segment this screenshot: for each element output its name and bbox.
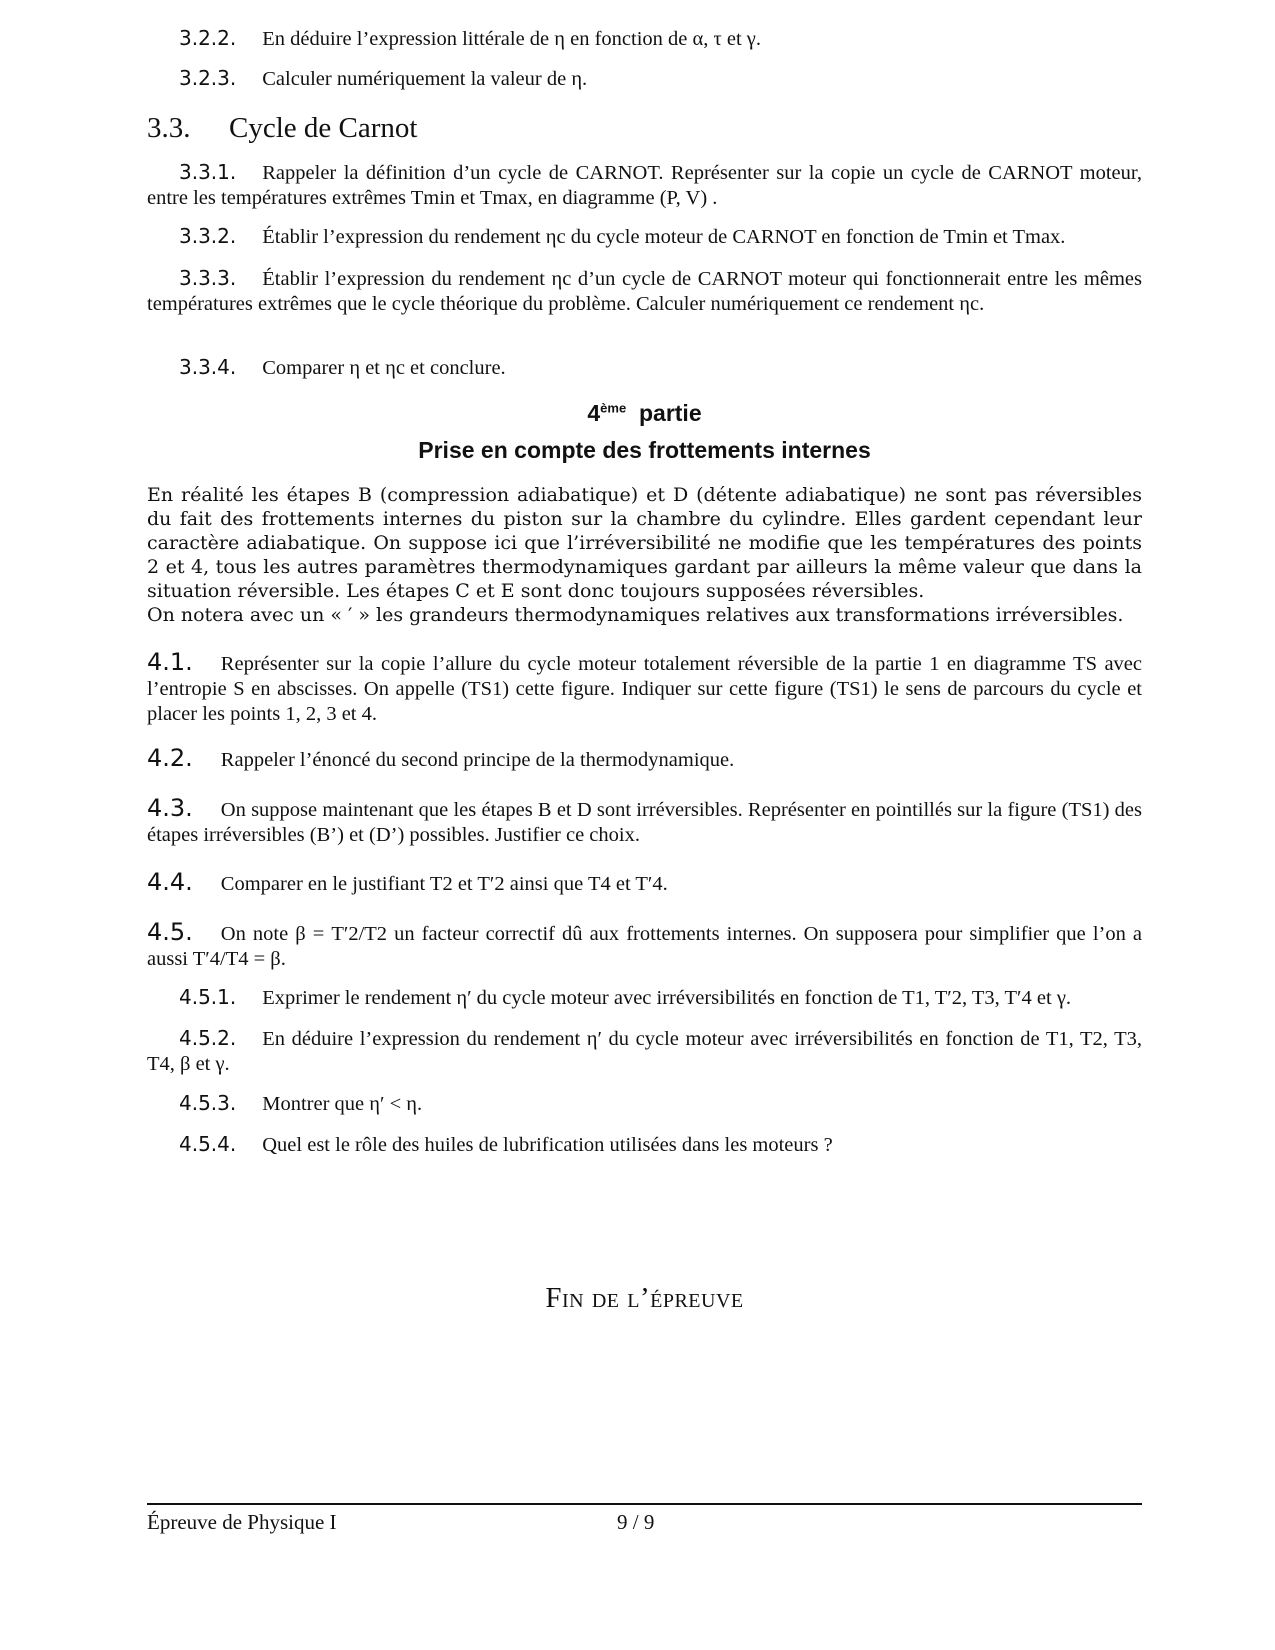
question-number: 4.5.4.	[179, 1132, 237, 1156]
section-title: Cycle de Carnot	[229, 112, 418, 144]
question-text: On suppose maintenant que les étapes B et D sont irréversibles. Représenter en pointillés sur la figure (TS1) des étapes irréversibles (B’) et (D’) possibles. Justifier ce choix.	[147, 799, 1142, 846]
question-number: 3.3.4.	[179, 355, 237, 379]
question-3-3-3	[147, 266, 1142, 317]
question-text: Exprimer le rendement η′ du cycle moteur avec irréversibilités en fonction de T1, T′2, T3, T′4 et γ.	[262, 987, 1072, 1009]
question-4-5	[147, 920, 1142, 972]
part-intro	[147, 483, 1142, 627]
part-number: 4	[587, 400, 601, 426]
question-4-3	[147, 796, 1142, 848]
question-number: 3.3.1.	[179, 160, 237, 184]
question-text: On note β = T′2/T2 un facteur correctif dû aux frottements internes. On supposera pour simplifier que l’on a aussi T′4/T4 = β.	[147, 923, 1142, 970]
footer-page-number: 9 / 9	[617, 1510, 655, 1534]
question-4-1	[147, 650, 1142, 727]
question-text: Représenter sur la copie l’allure du cycle moteur totalement réversible de la partie 1 en diagramme TS avec l’entropie S en abscisses. On appelle (TS1) cette figure. Indiquer sur cette figure (TS1) le sens de parcours du cycle et placer les points 1, 2, 3 et 4.	[147, 653, 1142, 725]
question-text: Rappeler la définition d’un cycle de CARNOT. Représenter sur la copie un cycle de CARNOT moteur, entre les températures extrêmes Tmin et Tmax, en diagramme (P, V) .	[147, 162, 1142, 209]
question-4-2	[147, 746, 1142, 773]
question-text: Calculer numériquement la valeur de η.	[262, 68, 588, 90]
question-number: 4.5.	[147, 918, 193, 946]
question-4-5-1	[147, 985, 1142, 1011]
question-text: Établir l’expression du rendement ηc du cycle moteur de CARNOT en fonction de Tmin et Tmax.	[262, 226, 1066, 248]
question-4-5-4	[147, 1132, 1142, 1158]
question-number: 3.3.2.	[179, 224, 237, 248]
question-number: 4.1.	[147, 648, 193, 676]
question-number: 4.4.	[147, 868, 193, 896]
part-heading	[147, 400, 1142, 427]
question-text: Rappeler l’énoncé du second principe de la thermodynamique.	[220, 749, 735, 771]
question-number: 3.2.3.	[179, 66, 237, 90]
question-text: Comparer η et ηc et conclure.	[262, 357, 506, 379]
question-text: Quel est le rôle des huiles de lubrification utilisées dans les moteurs ?	[262, 1134, 833, 1156]
question-4-4	[147, 870, 1142, 897]
question-3-2-3	[147, 66, 1142, 92]
question-number: 3.2.2.	[179, 26, 237, 50]
footer-rule	[147, 1503, 1142, 1505]
intro-paragraph-1: En réalité les étapes B (compression adiabatique) et D (détente adiabatique) ne sont pas réversibles du fait des frottements internes du piston sur la chambre du cylindre. Elles gardent cependant leur caractère adiabatique. On suppose ici que l’irréversibilité ne modifie que les températures des points 2 et 4, tous les autres paramètres thermodynamiques gardant par ailleurs la même valeur que dans la situation réversible. Les étapes C et E sont donc toujours supposées réversibles.	[147, 484, 1142, 602]
intro-paragraph-2: On notera avec un « ′ » les grandeurs thermodynamiques relatives aux transformations irréversibles.	[147, 604, 1124, 626]
question-number: 4.5.3.	[179, 1091, 237, 1115]
part-number-superscript: ème	[600, 400, 627, 416]
question-4-5-2	[147, 1026, 1142, 1077]
question-text: Comparer en le justifiant T2 et T′2 ainsi que T4 et T′4.	[220, 873, 668, 895]
question-number: 4.5.1.	[179, 985, 237, 1009]
question-3-2-2	[147, 26, 1142, 52]
end-of-exam: Fin de l’épreuve	[545, 1282, 744, 1314]
part-word: partie	[638, 400, 702, 426]
question-3-3-2	[147, 224, 1142, 250]
question-3-3-4	[147, 355, 1142, 381]
question-number: 4.3.	[147, 794, 193, 822]
section-number: 3.3.	[147, 112, 191, 144]
question-text: En déduire l’expression littérale de η en fonction de α, τ et γ.	[262, 28, 761, 50]
question-3-3-1	[147, 160, 1142, 211]
question-text: Établir l’expression du rendement ηc d’un cycle de CARNOT moteur qui fonctionnerait entre les mêmes températures extrêmes que le cycle théorique du problème. Calculer numériquement ce rendement ηc.	[147, 268, 1142, 315]
question-number: 4.2.	[147, 744, 193, 772]
footer-exam-title: Épreuve de Physique I	[147, 1510, 337, 1534]
part-title: Prise en compte des frottements internes	[418, 437, 871, 463]
question-text: En déduire l’expression du rendement η′ du cycle moteur avec irréversibilités en fonction de T1, T2, T3, T4, β et γ.	[147, 1028, 1142, 1075]
section-heading-3-3	[147, 112, 417, 145]
question-number: 3.3.3.	[179, 266, 237, 290]
question-text: Montrer que η′ < η.	[262, 1093, 423, 1115]
question-number: 4.5.2.	[179, 1026, 237, 1050]
question-4-5-3	[147, 1091, 1142, 1117]
